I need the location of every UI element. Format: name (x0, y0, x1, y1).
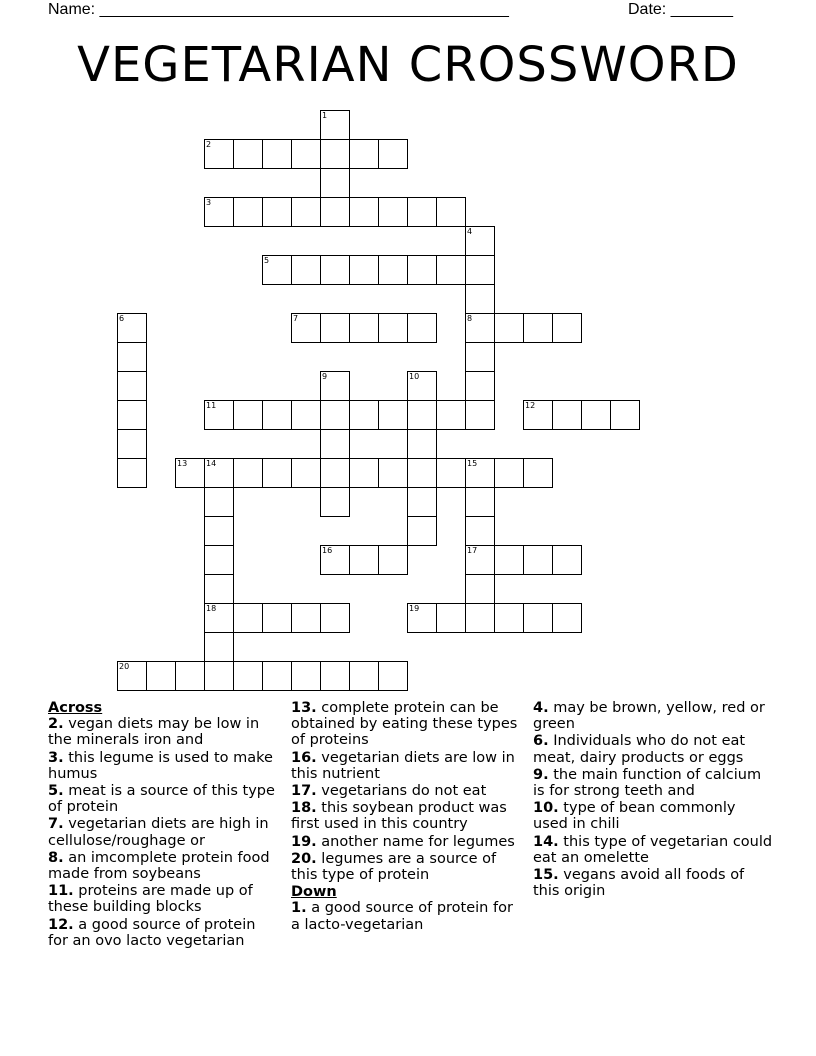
clue-number: 9 (322, 372, 328, 381)
clue-item-text: meat is a source of this type of protein (48, 783, 275, 816)
clue-number: 12 (525, 401, 536, 410)
grid-cell[interactable] (117, 342, 147, 372)
clue-item (48, 917, 278, 949)
grid-cell[interactable] (291, 458, 321, 488)
grid-cell[interactable] (204, 197, 234, 227)
grid-cell[interactable] (465, 574, 495, 604)
clue-number: 6 (119, 314, 125, 323)
grid-cell[interactable] (117, 429, 147, 459)
clue-item (48, 783, 278, 815)
grid-cell[interactable] (233, 661, 263, 691)
grid-cell[interactable] (117, 313, 147, 343)
clue-number: 11 (206, 401, 217, 410)
grid-cell[interactable] (320, 110, 350, 140)
clue-item-text: type of bean commonly used in chili (533, 800, 736, 833)
name-label: Name: (48, 1, 96, 18)
grid-cell[interactable] (175, 661, 205, 691)
grid-cell[interactable] (262, 661, 292, 691)
grid-cell[interactable] (349, 400, 379, 430)
clue-number: 5 (264, 256, 270, 265)
grid-cell[interactable] (465, 487, 495, 517)
clue-number: 19 (409, 604, 420, 613)
grid-cell[interactable] (552, 603, 582, 633)
clue-item (533, 867, 773, 899)
grid-cell[interactable] (320, 197, 350, 227)
clue-item-text: an imcomplete protein food made from soybeans (48, 849, 270, 883)
grid-cell[interactable] (233, 197, 263, 227)
grid-cell[interactable] (291, 661, 321, 691)
grid-cell[interactable] (204, 661, 234, 691)
clue-item-number: 11. (48, 883, 74, 900)
grid-cell[interactable] (262, 400, 292, 430)
grid-cell[interactable] (436, 400, 466, 430)
clue-number: 8 (467, 314, 473, 323)
clue-item-number: 5. (48, 783, 64, 800)
clue-item-text: vegetarian diets are high in cellulose/roughage or (48, 816, 269, 849)
clue-item-text: this soybean product was first used in this country (291, 800, 507, 833)
clue-item-number: 1. (291, 900, 307, 917)
grid-cell[interactable] (320, 429, 350, 459)
clue-item (291, 783, 526, 799)
clue-item-number: 2. (48, 716, 64, 733)
grid-cell[interactable] (291, 197, 321, 227)
grid-cell[interactable] (204, 632, 234, 662)
grid-cell[interactable] (407, 458, 437, 488)
clue-item-number: 15. (533, 867, 559, 884)
down-header: Down (291, 884, 337, 901)
clue-item-number: 13. (291, 700, 317, 716)
clue-item-text: the main function of calcium is for strong teeth and (533, 766, 762, 800)
grid-cell[interactable] (552, 313, 582, 343)
clue-item-text: vegetarians do not eat (316, 783, 487, 800)
clue-item (533, 767, 773, 799)
grid-cell[interactable] (610, 400, 640, 430)
grid-cell[interactable] (407, 197, 437, 227)
grid-cell[interactable] (378, 400, 408, 430)
grid-cell[interactable] (552, 545, 582, 575)
grid-cell[interactable] (320, 313, 350, 343)
grid-cell[interactable] (465, 603, 495, 633)
clue-item (533, 834, 773, 866)
grid-cell[interactable] (204, 545, 234, 575)
grid-cell[interactable] (581, 400, 611, 430)
grid-cell[interactable] (117, 661, 147, 691)
grid-cell[interactable] (291, 603, 321, 633)
date-line[interactable]: _______ (670, 1, 733, 18)
clue-item-number: 19. (291, 833, 317, 850)
grid-cell[interactable] (320, 603, 350, 633)
clue-item-number: 18. (291, 800, 317, 817)
clue-item-number: 9. (533, 766, 549, 783)
clue-item-number: 8. (48, 849, 64, 866)
grid-cell[interactable] (407, 429, 437, 459)
grid-cell[interactable] (465, 516, 495, 546)
name-line[interactable]: ______________________________________________ (99, 1, 509, 18)
clue-item (533, 733, 773, 765)
grid-cell[interactable] (349, 313, 379, 343)
grid-cell[interactable] (233, 400, 263, 430)
grid-cell[interactable] (465, 284, 495, 314)
clue-number: 1 (322, 111, 328, 120)
grid-cell[interactable] (523, 313, 553, 343)
clue-item-text: a good source of protein for a lacto-vegetarian (291, 900, 513, 933)
page-title: VEGETARIAN CROSSWORD (77, 37, 739, 93)
grid-cell[interactable] (233, 458, 263, 488)
grid-cell[interactable] (465, 342, 495, 372)
grid-cell[interactable] (320, 400, 350, 430)
clue-item (48, 883, 278, 915)
clue-number: 13 (177, 459, 188, 468)
clue-item (48, 816, 278, 848)
clue-number: 14 (206, 459, 217, 468)
clue-number: 15 (467, 459, 478, 468)
grid-cell[interactable] (204, 574, 234, 604)
clue-number: 18 (206, 604, 217, 613)
clue-item-number: 14. (533, 833, 559, 850)
grid-cell[interactable] (494, 603, 524, 633)
clue-number: 17 (467, 546, 478, 555)
clue-item-number: 6. (533, 733, 549, 750)
clue-item (291, 700, 526, 749)
grid-cell[interactable] (233, 603, 263, 633)
clue-item-text: vegans avoid all foods of this origin (533, 867, 745, 900)
grid-cell[interactable] (117, 400, 147, 430)
clue-item-number: 16. (291, 749, 317, 766)
grid-cell[interactable] (465, 255, 495, 285)
grid-cell[interactable] (204, 487, 234, 517)
grid-cell[interactable] (320, 168, 350, 198)
grid-cell[interactable] (378, 313, 408, 343)
grid-cell[interactable] (436, 255, 466, 285)
grid-cell[interactable] (320, 371, 350, 401)
grid-cell[interactable] (465, 400, 495, 430)
grid-cell[interactable] (262, 255, 292, 285)
clue-item-text: may be brown, yellow, red or green (533, 700, 765, 733)
clues-column-2 (291, 700, 526, 934)
grid-cell[interactable] (320, 458, 350, 488)
grid-cell[interactable] (407, 487, 437, 517)
grid-cell[interactable] (465, 458, 495, 488)
clue-item (48, 750, 278, 782)
clue-item-number: 20. (291, 850, 317, 867)
grid-cell[interactable] (378, 545, 408, 575)
clue-item-number: 7. (48, 816, 64, 833)
grid-cell[interactable] (349, 255, 379, 285)
grid-cell[interactable] (320, 255, 350, 285)
date-label: Date: (628, 1, 667, 18)
clues-column-1 (48, 700, 278, 950)
grid-cell[interactable] (117, 371, 147, 401)
grid-cell[interactable] (349, 139, 379, 169)
clue-item (291, 800, 526, 832)
clue-number: 20 (119, 662, 130, 671)
clue-item-number: 12. (48, 916, 74, 933)
grid-cell[interactable] (407, 400, 437, 430)
clue-item-number: 10. (533, 800, 559, 817)
grid-cell[interactable] (465, 371, 495, 401)
grid-cell[interactable] (378, 458, 408, 488)
grid-cell[interactable] (262, 603, 292, 633)
grid-cell[interactable] (320, 487, 350, 517)
grid-cell[interactable] (523, 400, 553, 430)
clue-item-number: 4. (533, 700, 549, 716)
grid-cell[interactable] (494, 313, 524, 343)
clue-item (48, 716, 278, 748)
clue-item-text: this type of vegetarian could eat an omelette (533, 833, 773, 866)
clue-item (291, 750, 526, 782)
clue-item-text: complete protein can be obtained by eating these types of proteins (291, 700, 518, 749)
grid-cell[interactable] (436, 458, 466, 488)
clue-item-text: this legume is used to make humus (48, 749, 273, 782)
grid-cell[interactable] (349, 661, 379, 691)
grid-cell[interactable] (204, 603, 234, 633)
grid-cell[interactable] (349, 197, 379, 227)
grid-cell[interactable] (407, 255, 437, 285)
grid-cell[interactable] (262, 458, 292, 488)
grid-cell[interactable] (349, 545, 379, 575)
clue-item-text: vegetarian diets are low in this nutrient (291, 749, 515, 782)
clue-item (48, 850, 278, 882)
clue-number: 16 (322, 546, 333, 555)
grid-cell[interactable] (320, 545, 350, 575)
clue-item-number: 3. (48, 749, 64, 766)
across-header: Across (48, 700, 103, 716)
grid-cell[interactable] (378, 197, 408, 227)
grid-cell[interactable] (291, 313, 321, 343)
grid-cell[interactable] (262, 139, 292, 169)
clue-item-text: legumes are a source of this type of protein (291, 850, 497, 884)
clue-number: 2 (206, 140, 212, 149)
grid-cell[interactable] (407, 603, 437, 633)
grid-cell[interactable] (175, 458, 205, 488)
grid-cell[interactable] (291, 255, 321, 285)
clue-item (291, 851, 526, 883)
grid-cell[interactable] (378, 661, 408, 691)
grid-cell[interactable] (494, 545, 524, 575)
grid-cell[interactable] (465, 545, 495, 575)
grid-cell[interactable] (407, 516, 437, 546)
clue-item-text: another name for legumes (316, 833, 515, 850)
grid-cell[interactable] (320, 139, 350, 169)
grid-cell[interactable] (465, 313, 495, 343)
clues-column-3 (533, 700, 773, 900)
grid-cell[interactable] (523, 603, 553, 633)
grid-cell[interactable] (204, 139, 234, 169)
grid-cell[interactable] (523, 545, 553, 575)
grid-cell[interactable] (204, 516, 234, 546)
grid-cell[interactable] (552, 400, 582, 430)
grid-cell[interactable] (349, 458, 379, 488)
grid-cell[interactable] (407, 313, 437, 343)
grid-cell[interactable] (436, 197, 466, 227)
grid-cell[interactable] (204, 458, 234, 488)
clue-item-text: vegan diets may be low in the minerals iron and (48, 716, 260, 749)
clue-number: 3 (206, 198, 212, 207)
grid-cell[interactable] (262, 197, 292, 227)
grid-cell[interactable] (407, 371, 437, 401)
clue-item (533, 800, 773, 832)
grid-cell[interactable] (291, 139, 321, 169)
clue-item-number: 17. (291, 783, 317, 800)
grid-cell[interactable] (378, 255, 408, 285)
grid-cell[interactable] (494, 458, 524, 488)
grid-cell[interactable] (436, 603, 466, 633)
clue-item (533, 700, 773, 732)
clue-item (291, 834, 526, 850)
clue-item (291, 900, 526, 932)
grid-cell[interactable] (146, 661, 176, 691)
clue-number: 7 (293, 314, 299, 323)
grid-cell[interactable] (523, 458, 553, 488)
grid-cell[interactable] (465, 226, 495, 256)
clue-number: 4 (467, 227, 473, 236)
clue-item-text: a good source of protein for an ovo lacto vegetarian (48, 916, 256, 949)
grid-cell[interactable] (291, 400, 321, 430)
grid-cell[interactable] (204, 400, 234, 430)
grid-cell[interactable] (378, 139, 408, 169)
grid-cell[interactable] (233, 139, 263, 169)
grid-cell[interactable] (320, 661, 350, 691)
grid-cell[interactable] (117, 458, 147, 488)
clue-item-text: proteins are made up of these building blocks (48, 883, 253, 916)
clue-item-text: Individuals who do not eat meat, dairy products or eggs (533, 733, 746, 766)
clue-number: 10 (409, 372, 420, 381)
